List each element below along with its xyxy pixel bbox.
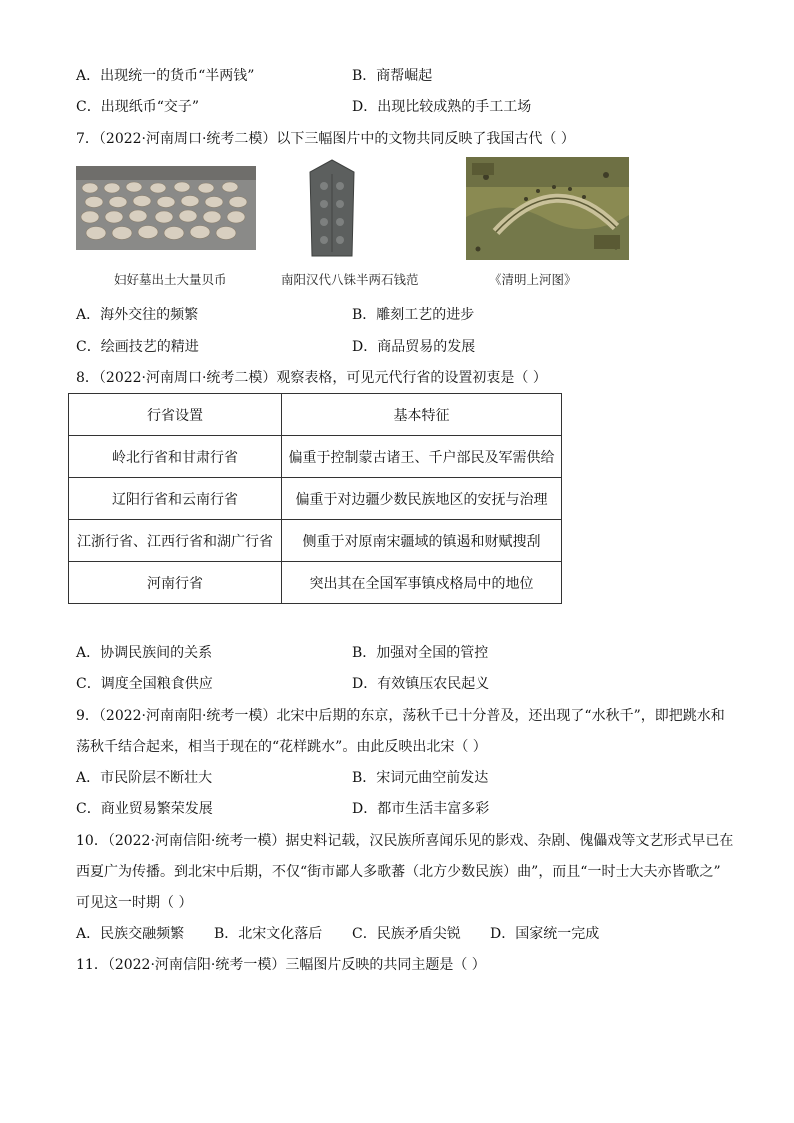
q10-stem-line-2: 西夏广为传播。到北宋中后期，不仅“街市鄙人多歌蕃（北方少数民族）曲”，而且“一时士大夫亦皆歌之”: [76, 864, 721, 880]
q11-stem: 11．（2022·河南信阳·统考一模）三幅图片反映的共同主题是（ ）: [76, 957, 486, 973]
table-cell: 侧重于对原南宋疆域的镇遏和财赋搜刮: [282, 520, 562, 562]
table-cell: 突出其在全国军事镇戍格局中的地位: [282, 562, 562, 604]
q6-option-d: D．出现比较成熟的手工工场: [352, 99, 532, 115]
image-caption-1: 妇好墓出土大量贝币: [114, 272, 227, 287]
table-cell: 岭北行省和甘肃行省: [69, 436, 282, 478]
q6-option-b: B．商帮崛起: [352, 68, 433, 84]
q10-option-b: B．北宋文化落后: [214, 926, 323, 942]
table-cell: 江浙行省、江西行省和湖广行省: [69, 520, 282, 562]
q10-option-a: A．民族交融频繁: [76, 926, 185, 942]
table-header: 行省设置: [69, 394, 282, 436]
q9-option-a: A．市民阶层不断壮大: [76, 770, 213, 786]
stone-coin-mold-image: [306, 158, 358, 260]
image-caption-3: 《清明上河图》: [489, 272, 577, 287]
q8-option-a: A．协调民族间的关系: [76, 645, 213, 661]
table-cell: 偏重于对边疆少数民族地区的安抚与治理: [282, 478, 562, 520]
q8-stem: 8．（2022·河南周口·统考二模）观察表格，可见元代行省的设置初衷是（ ）: [76, 370, 547, 386]
q7-option-d: D．商品贸易的发展: [352, 339, 476, 355]
q10-option-c: C．民族矛盾尖锐: [352, 926, 461, 942]
q8-option-d: D．有效镇压农民起义: [352, 676, 490, 692]
image-caption-2: 南阳汉代八铢半两石钱范: [281, 272, 419, 287]
q10-stem-line-1: 10．（2022·河南信阳·统考一模）据史料记载，汉民族所喜闻乐见的影戏、杂剧、傀儡戏等文艺形式早已在: [76, 833, 734, 849]
q9-stem-line-2: 荡秋千结合起来，相当于现在的“花样跳水”。由此反映出北宋（ ）: [76, 739, 487, 755]
province-table: [68, 393, 562, 604]
q9-stem-line-1: 9．（2022·河南南阳·统考一模）北宋中后期的东京，荡秋千已十分普及，还出现了“水秋千”，即把跳水和: [76, 708, 725, 724]
table-cell: 辽阳行省和云南行省: [69, 478, 282, 520]
q7-stem: 7．（2022·河南周口·统考二模）以下三幅图片中的文物共同反映了我国古代（ ）: [76, 131, 575, 147]
table-row: [69, 436, 562, 478]
q8-option-b: B．加强对全国的管控: [352, 645, 489, 661]
q7-option-c: C．绘画技艺的精进: [76, 339, 199, 355]
table-header-row: [69, 394, 562, 436]
table-cell: 偏重于控制蒙古诸王、千户部民及军需供给: [282, 436, 562, 478]
table-cell: 河南行省: [69, 562, 282, 604]
shell-currency-image: [76, 166, 256, 250]
table-row: [69, 562, 562, 604]
q10-stem-line-3: 可见这一时期（ ）: [76, 895, 193, 911]
q9-option-b: B．宋词元曲空前发达: [352, 770, 489, 786]
table-header: 基本特征: [282, 394, 562, 436]
q6-option-a: A．出现统一的货币“半两钱”: [76, 68, 255, 84]
q9-option-d: D．都市生活丰富多彩: [352, 801, 490, 817]
table-row: [69, 520, 562, 562]
q8-option-c: C．调度全国粮食供应: [76, 676, 213, 692]
q10-option-d: D．国家统一完成: [490, 926, 600, 942]
table-row: [69, 478, 562, 520]
qingming-painting-image: [466, 157, 629, 260]
q6-option-c: C．出现纸币“交子”: [76, 99, 200, 115]
q7-option-a: A．海外交往的频繁: [76, 307, 199, 323]
q9-option-c: C．商业贸易繁荣发展: [76, 801, 213, 817]
q7-option-b: B．雕刻工艺的进步: [352, 307, 475, 323]
